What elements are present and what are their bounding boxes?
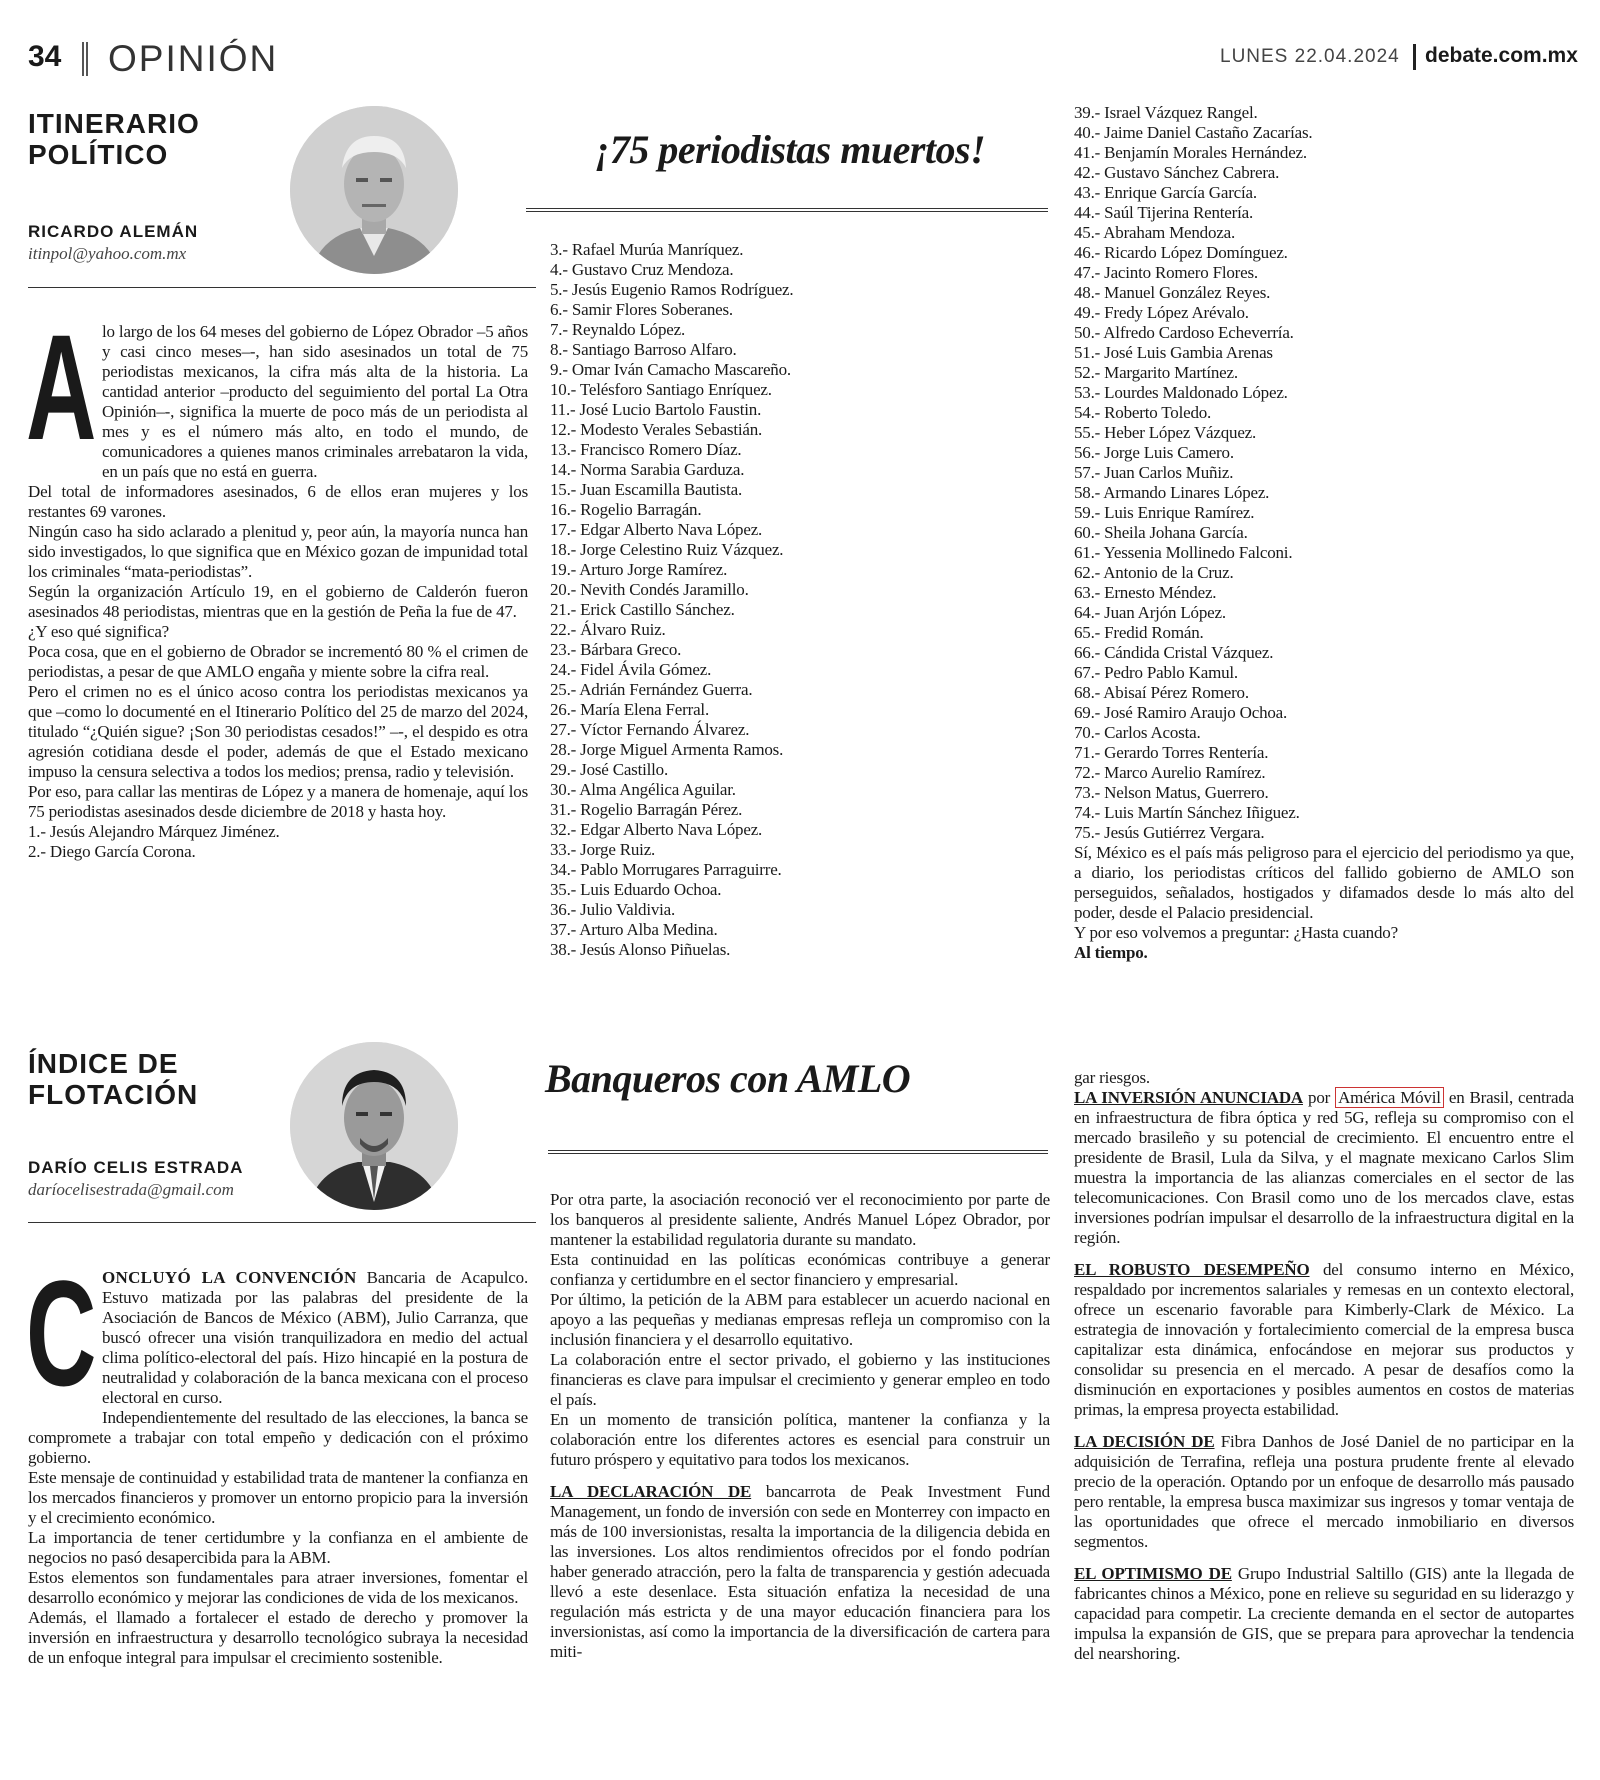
- journalist-list-item: 53.- Lourdes Maldonado López.: [1074, 383, 1288, 402]
- journalist-list-item: 9.- Omar Iván Camacho Mascareño.: [550, 360, 791, 379]
- drop-cap-2: C: [26, 1249, 97, 1417]
- paragraph: Por último, la petición de la ABM para establecer un acuerdo nacional en apoyo a las pequeñas y medianas empresas refleja un compromiso con la inclusión financiera y el desarrollo equitativo.: [550, 1290, 1050, 1349]
- column-name-line1: ITINERARIO: [28, 108, 200, 139]
- headline-2: Banqueros con AMLO: [545, 1056, 911, 1101]
- journalist-list-item: 60.- Sheila Johana García.: [1074, 523, 1248, 542]
- lead-text: en Brasil, centrada en infraestructura de fibra óptica y red 5G, refleja su compromiso con el mercado brasileño y su potencial de crecimiento. El encuentro entre el presidente de Brasil, Lula da Silva, y el magnate mexicano Carlos Slim muestra la importancia de las alianzas comerciales en el sector de las telecomunicaciones. Con Brasil como uno de los mercados clave, estas inversiones podrían impulsar el desarrollo de la infraestructura digital en la región.: [1074, 1088, 1574, 1247]
- paragraph: Por eso, para callar las mentiras de López y a manera de homenaje, aquí los 75 periodistas asesinados desde diciembre de 2018 y hasta hoy.: [28, 782, 528, 821]
- paragraph: Además, el llamado a fortalecer el estado de derecho y promover la inversión en infraestructura y desarrollo tecnológico subraya la necesidad de un enfoque integral para impulsar el crecimiento sostenible.: [28, 1608, 528, 1667]
- byline-rule: [28, 287, 536, 288]
- paragraph: Ningún caso ha sido aclarado a plenitud y, peor aún, la mayoría nunca han sido investigados, lo que significa que en México gozan de impunidad total los criminales “mata-periodistas”.: [28, 522, 528, 581]
- journalist-list-item: 43.- Enrique García García.: [1074, 183, 1257, 202]
- paragraph: gar riesgos.: [1074, 1068, 1150, 1087]
- journalist-list-item: 13.- Francisco Romero Díaz.: [550, 440, 742, 459]
- journalist-list-item: 69.- José Ramiro Araujo Ochoa.: [1074, 703, 1288, 722]
- paragraph-lead: [1074, 1088, 1574, 1248]
- journalist-list-item: 55.- Heber López Vázquez.: [1074, 423, 1257, 442]
- paragraph: Por otra parte, la asociación reconoció ver el reconocimiento por parte de los banqueros al presidente saliente, Andrés Manuel López Obrador, por mantener la estabilidad regulatoria durante su mandato.: [550, 1190, 1050, 1249]
- journalist-list-item: 29.- José Castillo.: [550, 760, 669, 779]
- journalist-list-item: 45.- Abraham Mendoza.: [1074, 223, 1236, 242]
- journalist-list-item: 24.- Fidel Ávila Gómez.: [550, 660, 712, 679]
- paragraph: ¿Y eso qué significa?: [28, 622, 170, 641]
- journalist-list-item: 19.- Arturo Jorge Ramírez.: [550, 560, 728, 579]
- intro-paragraph-2: [26, 1249, 528, 1417]
- journalist-list-item: 20.- Nevith Condés Jaramillo.: [550, 580, 749, 599]
- journalist-list-item: 75.- Jesús Gutiérrez Vergara.: [1074, 823, 1265, 842]
- journalist-list-item: 44.- Saúl Tijerina Rentería.: [1074, 203, 1254, 222]
- journalist-list-item: 16.- Rogelio Barragán.: [550, 500, 702, 519]
- paragraph-lead: [1074, 1564, 1574, 1664]
- paragraph: Del total de informadores asesinados, 6 de ellos eran mujeres y los restantes 69 varones.: [28, 482, 528, 521]
- journalist-list-item: 21.- Erick Castillo Sánchez.: [550, 600, 735, 619]
- paragraph: En un momento de transición política, mantener la confianza y la colaboración entre los diferentes actores es esencial para construir un futuro próspero y equitativo para todos los mexicanos.: [550, 1410, 1050, 1469]
- author-name-2: DARÍO CELIS ESTRADA: [28, 1158, 244, 1177]
- journalist-list-item: 3.- Rafael Murúa Manríquez.: [550, 240, 744, 259]
- journalist-list-col2: [550, 240, 1040, 960]
- journalist-list-item: 39.- Israel Vázquez Rangel.: [1074, 103, 1258, 122]
- lead-text: del consumo interno en México, respaldado por incrementos salariales y remesas en un contexto electoral, ofrece un escenario favorable para Kimberly-Clark de México. La estrategia de innovación y fortalecimiento comercial de la empresa busca capitalizar esta dinámica, enfocándose en mejorar sus productos y consolidar su presencia en el mercado. A pesar de desafíos como la disminución en exportaciones y posibles aumentos en costos de materias primas, la empresa proyecta estabilidad.: [1074, 1260, 1574, 1419]
- headline-rule: [526, 208, 1048, 212]
- article2-col2: [550, 1190, 1050, 1662]
- author-email-2[interactable]: daríocelisestrada@gmail.com: [28, 1180, 234, 1199]
- journalist-list-item: 12.- Modesto Verales Sebastián.: [550, 420, 763, 439]
- journalist-list-item: 25.- Adrián Fernández Guerra.: [550, 680, 753, 699]
- lead-caps: LA DECLARACIÓN DE: [550, 1482, 752, 1501]
- issue-date: LUNES 22.04.2024: [1220, 46, 1400, 67]
- paragraph: Independientemente del resultado de las elecciones, la banca se compromete a trabajar con total empeño y dedicación con el próximo gobierno.: [28, 1408, 528, 1467]
- drop-cap: A: [26, 303, 97, 471]
- journalist-list-item: 42.- Gustavo Sánchez Cabrera.: [1074, 163, 1280, 182]
- article2-col1: [26, 1249, 528, 1668]
- lead-text: Fibra Danhos de José Daniel de no participar en la adquisición de Terrafina, refleja una postura prudente frente al elevado precio de la operación. Optando por un enfoque de desarrollo más pausado pero rentable, la empresa busca maximizar sus ingresos y tomar ventaja de las oportunidades que ofrece el mercado inmobiliario en diversos segmentos.: [1074, 1432, 1575, 1551]
- lead-caps: LA INVERSIÓN ANUNCIADA: [1074, 1088, 1303, 1107]
- lead-text: bancarrota de Peak Investment Fund Management, un fondo de inversión con sede en Monterrey con impacto en más de 100 inversionistas, resalta la importancia de la diligencia debida en las inversiones. Los altos rendimientos ofrecidos por el fondo podrían haber generado atracción, pero la falta de transparencia y gestión adecuada llevó a este desenlace. Esta situación enfatiza la necesidad de una regulación más estricta y de una mayor educación financiera para los inversionistas, así como la importancia de la diversificación de cartera para miti-: [550, 1482, 1050, 1661]
- paragraph: Este mensaje de continuidad y estabilidad trata de mantener la confianza en los mercados financieros y promover un entorno propicio para la inversión y el crecimiento económico.: [28, 1468, 528, 1527]
- column-name-line2: POLÍTICO: [28, 139, 169, 170]
- paragraph: Esta continuidad en las políticas económicas contribuye a generar confianza y certidumbre en el sector financiero y empresarial.: [550, 1250, 1050, 1289]
- list-item: 1.- Jesús Alejandro Márquez Jiménez.: [28, 822, 280, 841]
- journalist-list-item: 73.- Nelson Matus, Guerrero.: [1074, 783, 1269, 802]
- author-portrait-icon: [290, 106, 458, 274]
- article1-col3: [1074, 103, 1574, 963]
- journalist-list-item: 48.- Manuel González Reyes.: [1074, 283, 1271, 302]
- journalist-list-item: 36.- Julio Valdivia.: [550, 900, 676, 919]
- journalist-list-item: 8.- Santiago Barroso Alfaro.: [550, 340, 737, 359]
- journalist-list-item: 27.- Víctor Fernando Álvarez.: [550, 720, 750, 739]
- section-title: OPINIÓN: [108, 38, 279, 79]
- intro-text: Bancaria de Acapulco. Estuvo matizada por las palabras del presidente de la Asociación de Bancos de México (ABM), Julio Carranza, que buscó ofrecer una visión tranquilizadora en medio del actual clima político-electoral del país. Hizo hincapié en la postura de neutralidad y colaboración de la banca mexicana con el proceso electoral en curso.: [102, 1268, 528, 1407]
- journalist-list-item: 54.- Roberto Toledo.: [1074, 403, 1212, 422]
- paragraph: Según la organización Artículo 19, en el gobierno de Calderón fueron asesinados 48 periodistas, mientras que en la gestión de Peña la fue de 47.: [28, 582, 528, 621]
- header-separator: [82, 42, 88, 76]
- journalist-list-item: 30.- Alma Angélica Aguilar.: [550, 780, 736, 799]
- journalist-list-item: 4.- Gustavo Cruz Mendoza.: [550, 260, 734, 279]
- journalist-list-item: 33.- Jorge Ruiz.: [550, 840, 656, 859]
- journalist-list-item: 70.- Carlos Acosta.: [1074, 723, 1201, 742]
- journalist-list-item: 14.- Norma Sarabia Garduza.: [550, 460, 745, 479]
- journalist-list-item: 74.- Luis Martín Sánchez Iñiguez.: [1074, 803, 1300, 822]
- journalist-list-item: 18.- Jorge Celestino Ruiz Vázquez.: [550, 540, 784, 559]
- journalist-list-item: 23.- Bárbara Greco.: [550, 640, 682, 659]
- column-name-line2: FLOTACIÓN: [28, 1079, 199, 1110]
- article1-col1: [26, 303, 528, 862]
- list-item: 2.- Diego García Corona.: [28, 842, 196, 861]
- journalist-list-item: 32.- Edgar Alberto Nava López.: [550, 820, 763, 839]
- journalist-list-item: 6.- Samir Flores Soberanes.: [550, 300, 733, 319]
- journalist-list-item: 15.- Juan Escamilla Bautista.: [550, 480, 743, 499]
- journalist-list-item: 41.- Benjamín Morales Hernández.: [1074, 143, 1307, 162]
- journalist-list-item: 7.- Reynaldo López.: [550, 320, 685, 339]
- column-name-line1: ÍNDICE DE: [28, 1048, 179, 1079]
- journalist-list-item: 5.- Jesús Eugenio Ramos Rodríguez.: [550, 280, 794, 299]
- lead-text: Grupo Industrial Saltillo (GIS) ante la llegada de fabricantes chinos a México, pone en relieve su seguridad en su liderazgo y capacidad para competir. La creciente demanda en el sector de autopartes impulsa la expansión de GIS, que se prepara para aprovechar la tendencia del nearshoring.: [1074, 1564, 1574, 1663]
- author-photo-2: [290, 1042, 458, 1210]
- paragraph: La importancia de tener certidumbre y la confianza en el ambiente de negocios no pasó desapercibida para la ABM.: [28, 1528, 528, 1567]
- journalist-list-item: 38.- Jesús Alonso Piñuelas.: [550, 940, 731, 959]
- paragraph-lead: [1074, 1432, 1574, 1552]
- journalist-list-col3: [1074, 103, 1574, 843]
- journalist-list-item: 46.- Ricardo López Domínguez.: [1074, 243, 1288, 262]
- author-portrait-icon: [290, 1042, 458, 1210]
- closing-paragraph: Sí, México es el país más peligroso para el ejercicio del periodismo ya que, a diario, los periodistas críticos del fallido gobierno de AMLO son perseguidos, señalados, hostigados y difamados desde lo más alto del poder, desde el Palacio presidencial.: [1074, 843, 1574, 922]
- paragraph: La colaboración entre el sector privado, el gobierno y las instituciones financieras es clave para impulsar el crecimiento y generar empleo en todo el país.: [550, 1350, 1050, 1409]
- journalist-list-item: 37.- Arturo Alba Medina.: [550, 920, 718, 939]
- header-divider: [1413, 44, 1416, 70]
- journalist-list-item: 28.- Jorge Miguel Armenta Ramos.: [550, 740, 784, 759]
- journalist-list-item: 10.- Telésforo Santiago Enríquez.: [550, 380, 772, 399]
- company-link[interactable]: América Móvil: [1335, 1087, 1444, 1108]
- journalist-list-item: 58.- Armando Linares López.: [1074, 483, 1270, 502]
- intro-paragraph: lo largo de los 64 meses del gobierno de López Obrador –5 años y casi cinco meses–-, han sido asesinados un total de 75 periodistas mexicanos, la cifra más alta de la historia. La cantidad anterior –producto del seguimiento del portal La Otra Opinión–-, significa la muerte de poco más de un periodista al mes y es el número más alto, en todo el mundo, de comunicadores a quienes manos criminales arrebataron la vida, en un país que no está en guerra.: [102, 322, 528, 481]
- signoff: Al tiempo.: [1074, 943, 1148, 962]
- journalist-list-item: 61.- Yessenia Mollinedo Falconi.: [1074, 543, 1293, 562]
- article2-col3: [1074, 1068, 1574, 1664]
- paragraph: Estos elementos son fundamentales para atraer inversiones, fomentar el desarrollo económico y mejorar las condiciones de vida de los mexicanos.: [28, 1568, 528, 1607]
- paragraph-lead: [550, 1482, 1050, 1662]
- paragraph: Poca cosa, que en el gobierno de Obrador se incrementó 80 % el crimen de periodistas, a pesar de que AMLO engaña y miente sobre la cifra real.: [28, 642, 528, 681]
- journalist-list-item: 22.- Álvaro Ruiz.: [550, 620, 666, 639]
- journalist-list-item: 31.- Rogelio Barragán Pérez.: [550, 800, 743, 819]
- column-name: [28, 108, 200, 170]
- journalist-list-item: 67.- Pedro Pablo Kamul.: [1074, 663, 1238, 682]
- headline: ¡75 periodistas muertos!: [594, 127, 986, 172]
- lead-caps: EL ROBUSTO DESEMPEÑO: [1074, 1260, 1310, 1279]
- journalist-list-item: 35.- Luis Eduardo Ochoa.: [550, 880, 722, 899]
- lead-caps: LA DECISIÓN DE: [1074, 1432, 1215, 1451]
- journalist-list-item: 34.- Pablo Morrugares Parraguirre.: [550, 860, 782, 879]
- journalist-list-item: 66.- Cándida Cristal Vázquez.: [1074, 643, 1274, 662]
- journalist-list-item: 49.- Fredy López Arévalo.: [1074, 303, 1249, 322]
- journalist-list-item: 68.- Abisaí Pérez Romero.: [1074, 683, 1249, 702]
- site-name[interactable]: debate.com.mx: [1425, 44, 1578, 67]
- journalist-list-item: 51.- José Luis Gambia Arenas: [1074, 343, 1273, 362]
- author-email[interactable]: itinpol@yahoo.com.mx: [28, 244, 187, 263]
- headline-rule-2: [548, 1150, 1048, 1154]
- paragraph: Pero el crimen no es el único acoso contra los periodistas mexicanos ya que –como lo documenté en el Itinerario Político del 25 de marzo del 2024, titulado “¿Quién sigue? ¡Son 30 periodistas cesados!” –-, el despido es otra agresión cotidiana desde el poder, además de que el Estado mexicano impuso la censura selectiva a todos los medios; prensa, radio y televisión.: [28, 682, 528, 781]
- journalist-list-item: 17.- Edgar Alberto Nava López.: [550, 520, 763, 539]
- closing-question: Y por eso volvemos a preguntar: ¿Hasta cuando?: [1074, 923, 1398, 942]
- journalist-list-item: 50.- Alfredo Cardoso Echeverría.: [1074, 323, 1294, 342]
- journalist-list-item: 59.- Luis Enrique Ramírez.: [1074, 503, 1255, 522]
- lead-caps: ONCLUYÓ LA CONVENCIÓN: [102, 1268, 357, 1287]
- journalist-list-item: 26.- María Elena Ferral.: [550, 700, 709, 719]
- closing-block: [1074, 843, 1574, 963]
- journalist-list-item: 56.- Jorge Luis Camero.: [1074, 443, 1234, 462]
- journalist-list-item: 71.- Gerardo Torres Rentería.: [1074, 743, 1269, 762]
- journalist-list-item: 40.- Jaime Daniel Castaño Zacarías.: [1074, 123, 1313, 142]
- journalist-list-item: 65.- Fredid Román.: [1074, 623, 1204, 642]
- journalist-list-item: 11.- José Lucio Bartolo Faustin.: [550, 400, 762, 419]
- author-name: RICARDO ALEMÁN: [28, 222, 199, 241]
- author-photo: [290, 106, 458, 274]
- lead-text: por: [1302, 1088, 1336, 1107]
- column-name-2: [28, 1048, 198, 1110]
- journalist-list-item: 64.- Juan Arjón López.: [1074, 603, 1226, 622]
- journalist-list-item: 52.- Margarito Martínez.: [1074, 363, 1238, 382]
- journalist-list-item: 63.- Ernesto Méndez.: [1074, 583, 1217, 602]
- paragraph-lead: [1074, 1260, 1574, 1420]
- lead-caps: EL OPTIMISMO DE: [1074, 1564, 1232, 1583]
- journalist-list-item: 47.- Jacinto Romero Flores.: [1074, 263, 1258, 282]
- page-number: 34: [28, 40, 62, 73]
- journalist-list-item: 57.- Juan Carlos Muñiz.: [1074, 463, 1234, 482]
- journalist-list-item: 72.- Marco Aurelio Ramírez.: [1074, 763, 1266, 782]
- byline-rule-2: [28, 1222, 536, 1223]
- journalist-list-item: 62.- Antonio de la Cruz.: [1074, 563, 1234, 582]
